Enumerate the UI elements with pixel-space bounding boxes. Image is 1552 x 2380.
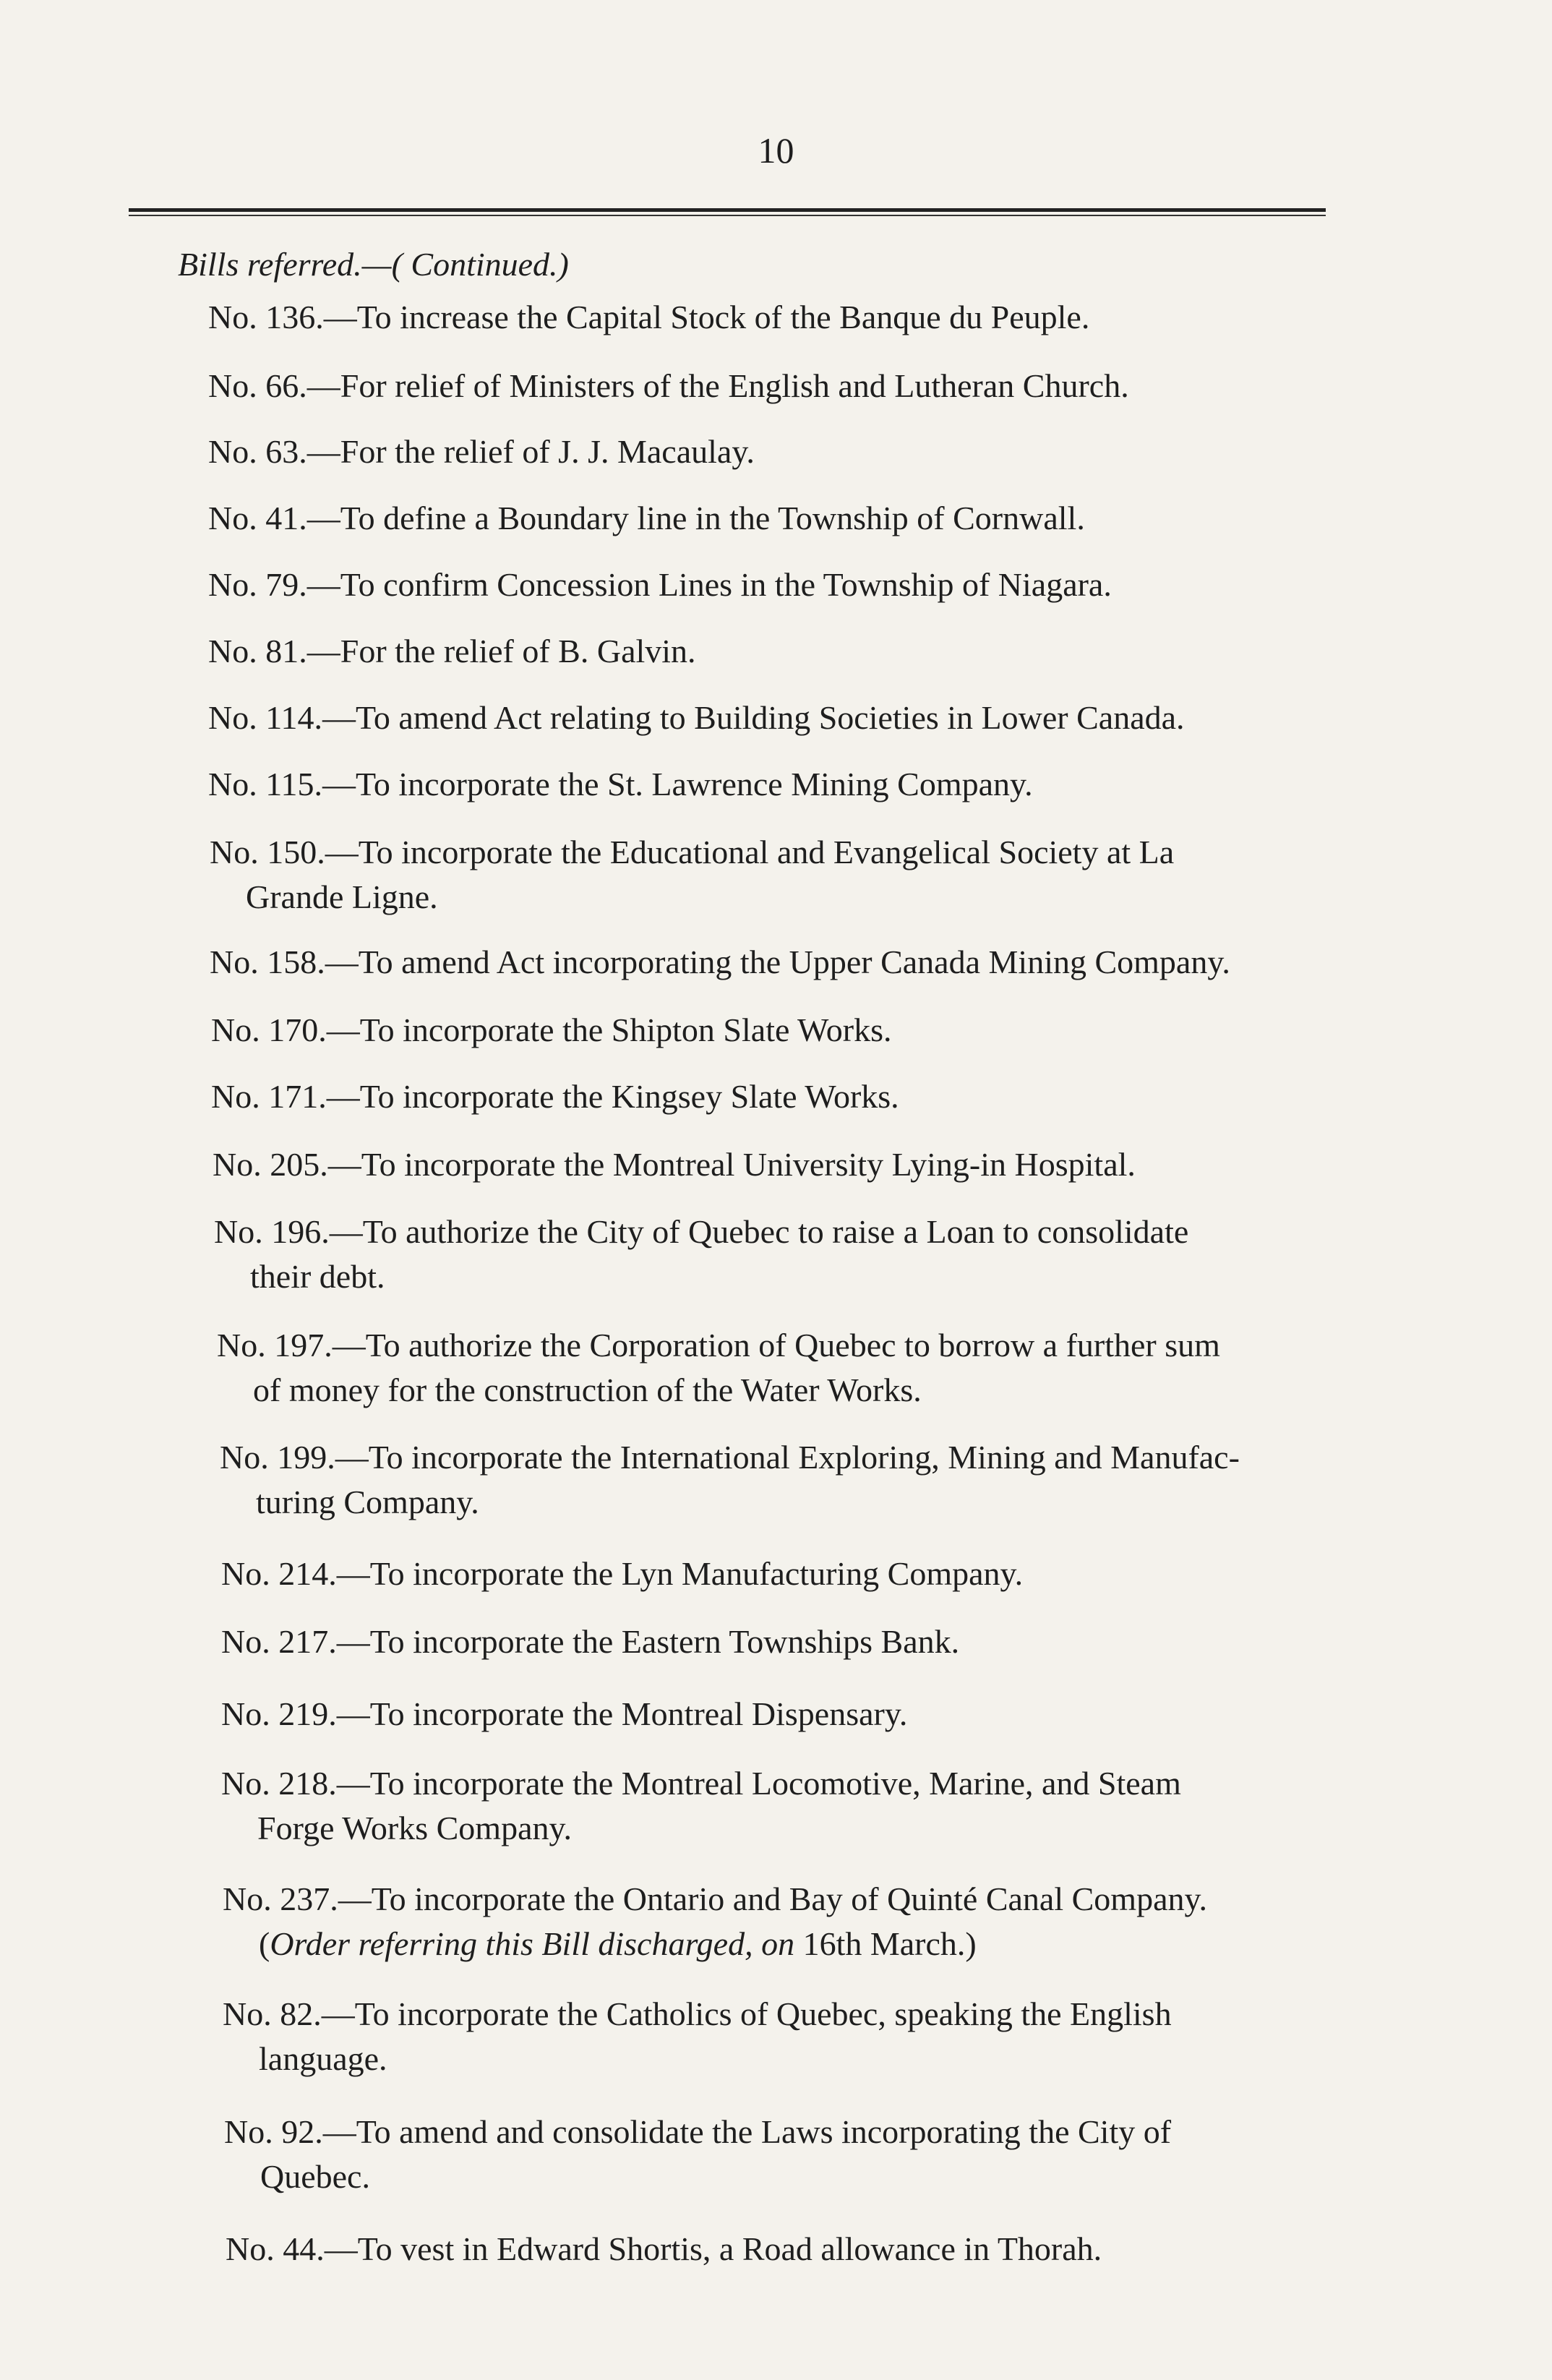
bill-entry <box>217 1323 1220 1413</box>
bill-text: —To incorporate the Lyn Manufacturing Company. <box>336 1555 1024 1592</box>
bill-text-continued: of money for the construction of the Water Works. <box>253 1371 922 1408</box>
header-rule <box>129 208 1326 216</box>
bill-text: —To authorize the City of Quebec to raise a Loan to consolidate <box>329 1213 1189 1250</box>
bill-text-continued: language. <box>259 2040 387 2077</box>
bill-note: (Order referring this Bill discharged, on 16th March.) <box>259 1925 977 1962</box>
bill-entry <box>221 1619 959 1664</box>
bill-text-continued: turing Company. <box>256 1484 479 1520</box>
bill-number: No. 114. <box>208 699 323 736</box>
bill-note-date: 16th March.) <box>794 1925 977 1962</box>
bill-text: —To incorporate the Educational and Evangelical Society at La <box>325 834 1175 870</box>
bill-text: —To define a Boundary line in the Township of Cornwall. <box>306 500 1085 536</box>
bill-entry <box>208 562 1112 607</box>
bill-entry <box>208 429 755 474</box>
bill-text: —For relief of Ministers of the English and Lutheran Church. <box>306 367 1129 404</box>
bill-number: No. 115. <box>208 766 323 802</box>
bill-note-italic: Order referring this Bill discharged, on <box>270 1925 795 1962</box>
bill-number: No. 237. <box>223 1880 338 1917</box>
bill-entry <box>208 629 696 674</box>
bill-number: No. 158. <box>210 943 325 980</box>
bill-text: —To increase the Capital Stock of the Banque du Peuple. <box>323 299 1090 335</box>
bill-text: —To incorporate the Montreal University Lying-in Hospital. <box>327 1146 1136 1183</box>
bill-entry <box>221 1692 907 1737</box>
bill-text: —To incorporate the Shipton Slate Works. <box>326 1011 892 1048</box>
bill-text: —To amend Act incorporating the Upper Canada Mining Company. <box>325 943 1230 980</box>
bill-entry <box>221 1551 1023 1596</box>
bill-number: No. 63. <box>208 433 307 470</box>
bill-text: —To incorporate the Montreal Locomotive, Marine, and Steam <box>336 1765 1181 1802</box>
bill-number: No. 219. <box>221 1695 337 1732</box>
bill-entry <box>208 762 1033 807</box>
bill-number: No. 171. <box>211 1078 327 1115</box>
bill-number: No. 196. <box>214 1213 330 1250</box>
bill-number: No. 197. <box>217 1327 333 1364</box>
section-heading: Bills referred.—( Continued.) <box>178 246 569 283</box>
bill-entry <box>224 2110 1171 2199</box>
bill-number: No. 218. <box>221 1765 337 1802</box>
bill-text: —For the relief of J. J. Macaulay. <box>306 433 755 470</box>
bill-entry <box>210 830 1174 920</box>
bill-entry <box>223 1992 1172 2081</box>
bill-entry <box>213 1142 1136 1187</box>
bill-entry <box>208 496 1085 541</box>
bill-number: No. 81. <box>208 633 307 669</box>
bill-number: No. 136. <box>208 299 324 335</box>
bill-text: —To amend Act relating to Building Societies in Lower Canada. <box>322 699 1185 736</box>
bill-text: —To confirm Concession Lines in the Township of Niagara. <box>306 566 1112 603</box>
bill-number: No. 205. <box>213 1146 328 1183</box>
bill-text-continued: Quebec. <box>260 2158 370 2195</box>
bill-entry <box>210 940 1230 985</box>
bill-entry <box>211 1008 892 1053</box>
bill-text: —To incorporate the Ontario and Bay of Quinté Canal Company. <box>338 1880 1208 1917</box>
bill-text: —To incorporate the Eastern Townships Bank. <box>336 1623 960 1660</box>
bill-number: No. 199. <box>220 1439 335 1476</box>
bill-entry <box>214 1210 1188 1299</box>
bill-entry <box>223 1877 1207 1966</box>
bill-text: —To authorize the Corporation of Quebec to borrow a further sum <box>332 1327 1220 1364</box>
bill-text: —To vest in Edward Shortis, a Road allowance in Thorah. <box>324 2230 1102 2267</box>
bill-text: —To incorporate the Catholics of Quebec, speaking the English <box>321 1995 1172 2032</box>
bill-entry <box>226 2227 1102 2272</box>
bill-number: No. 66. <box>208 367 307 404</box>
bill-number: No. 170. <box>211 1011 327 1048</box>
bill-number: No. 44. <box>226 2230 325 2267</box>
bill-text: —To incorporate the St. Lawrence Mining Company. <box>322 766 1033 802</box>
bill-entry <box>220 1435 1240 1525</box>
bill-entry <box>208 364 1129 408</box>
bill-text: —For the relief of B. Galvin. <box>306 633 696 669</box>
bill-entry <box>211 1074 899 1119</box>
bill-number: No. 217. <box>221 1623 337 1660</box>
bill-number: No. 214. <box>221 1555 337 1592</box>
bill-number: No. 150. <box>210 834 325 870</box>
bill-text: —To incorporate the Montreal Dispensary. <box>336 1695 908 1732</box>
bill-text-continued: Grande Ligne. <box>246 878 438 915</box>
bill-text-continued: Forge Works Company. <box>257 1810 573 1846</box>
bill-text: —To incorporate the International Exploring, Mining and Manufac- <box>335 1439 1240 1476</box>
bill-text-continued: their debt. <box>250 1258 385 1295</box>
bill-entry <box>221 1761 1181 1851</box>
bill-number: No. 41. <box>208 500 307 536</box>
bill-text: —To incorporate the Kingsey Slate Works. <box>326 1078 899 1115</box>
bill-text: —To amend and consolidate the Laws incorporating the City of <box>322 2113 1172 2150</box>
bill-number: No. 79. <box>208 566 307 603</box>
bill-number: No. 92. <box>224 2113 323 2150</box>
page-number: 10 <box>758 130 794 171</box>
bill-entry <box>208 295 1089 340</box>
bill-entry <box>208 695 1185 740</box>
bill-number: No. 82. <box>223 1995 322 2032</box>
